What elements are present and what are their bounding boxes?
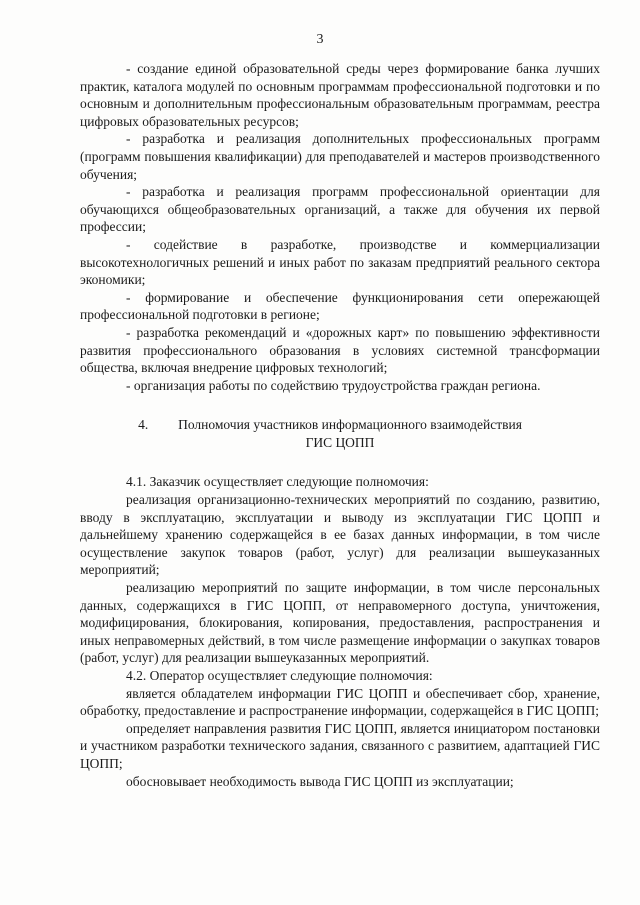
section-heading [80,416,600,451]
bullet-item: - разработка и реализация программ профессиональной ориентации для обучающихся общеобразовательных организаций, а также для обучения их первой профессии; [80,184,600,235]
section-title-line2: ГИС ЦОПП [305,434,375,450]
section-number: 4. [138,417,149,433]
paragraph: реализацию мероприятий по защите информации, в том числе персональных данных, содержащихся в ГИС ЦОПП, от неправомерного доступа, уничтожения, модифицирования, блокирования, копирования, предоставления, распространения и иных неправомерных действий, в том числе размещение информации о закупках товаров (работ, услуг) для реализации вышеуказанных мероприятий. [80,580,600,666]
subsection-heading: 4.2. Оператор осуществляет следующие полномочия: [126,668,433,683]
paragraph: реализация организационно-технических мероприятий по созданию, развитию, вводу в эксплуатацию, эксплуатации и выводу из эксплуатации ГИС ЦОПП и дальнейшему хранению содержащейся в ее базах данных информации, в том числе осуществление закупок товаров (работ, услуг) для реализации вышеуказанных мероприятий; [80,492,600,578]
bullet-item: - разработка и реализация дополнительных профессиональных программ (программ повышения квалификации) для преподавателей и мастеров производственного обучения; [80,131,600,182]
bullet-item: - содействие в разработке, производстве и коммерциализации высокотехнологичных решений и иных работ по заказам предприятий реального сектора экономики; [80,236,600,288]
bullet-item: - разработка рекомендаций и «дорожных карт» по повышению эффективности развития профессионального образования в условиях системной трансформации общества, включая внедрение цифровых технологий; [80,324,600,376]
subsection-heading: 4.1. Заказчик осуществляет следующие полномочия: [126,474,429,490]
section-title-line1: Полномочия участников информационного взаимодействия [178,417,522,433]
paragraph: определяет направления развития ГИС ЦОПП, является инициатором постановки и участником разработки технического задания, связанного с развитием, адаптацией ГИС ЦОПП; [80,720,600,771]
bullet-item: - организация работы по содействию трудоустройства граждан региона. [126,377,541,393]
bullet-item: - создание единой образовательной среды через формирование банка лучших практик, каталога модулей по основным программам профессиональной подготовки и по основным и дополнительным профессиональным образовательным программам, реестра цифровых образовательных ресурсов; [80,61,600,129]
paragraph: является обладателем информации ГИС ЦОПП и обеспечивает сбор, хранение, обработку, предоставление и распространение информации, содержащейся в ГИС ЦОПП; [80,685,600,719]
bullet-item: - формирование и обеспечение функционирования сети опережающей профессиональной подготовки в регионе; [80,289,600,323]
document-body [80,60,600,790]
page-number: 3 [316,32,324,47]
paragraph: обосновывает необходимость вывода ГИС ЦОПП из эксплуатации; [126,773,514,789]
